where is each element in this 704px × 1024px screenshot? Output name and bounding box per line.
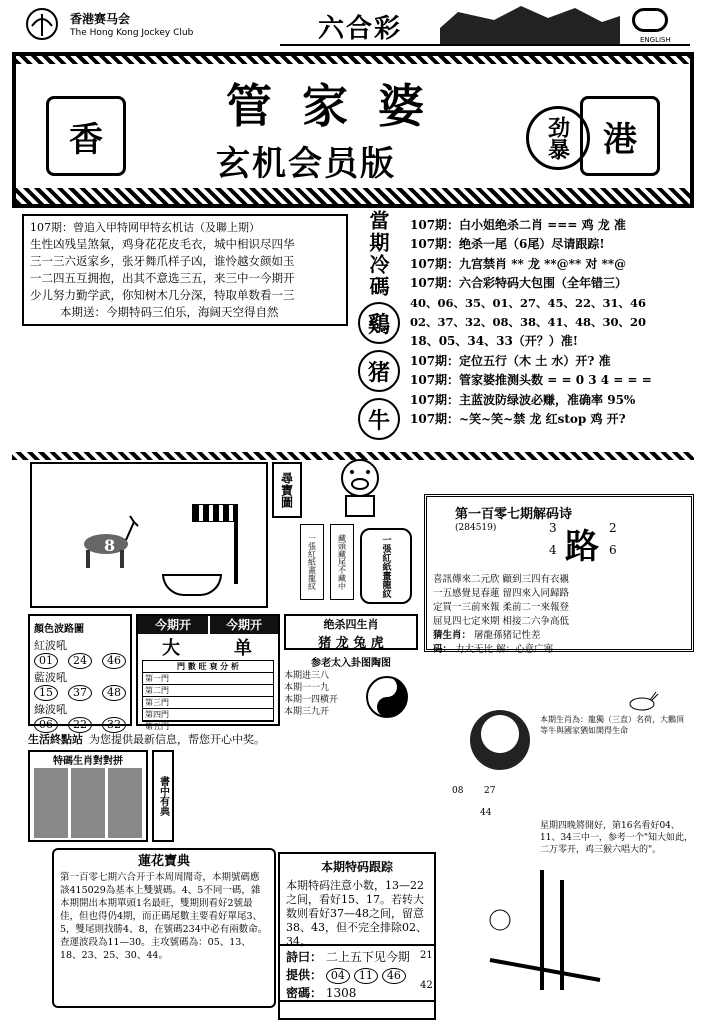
- jueshi-text: 猪 龙 兔 虎: [318, 636, 384, 651]
- taiji-line: 本期一一九: [284, 683, 330, 693]
- banner-lantern-right: [580, 96, 660, 176]
- banner-main-title: 管家婆: [226, 79, 454, 133]
- banner-left-char: 香: [69, 119, 103, 160]
- footer-supply-label: 提供：: [286, 968, 323, 982]
- jiema-title: 第一百零七期解码诗: [455, 507, 573, 522]
- jiema-line: 屈見四七定來期 相接二六争高低: [433, 616, 570, 627]
- prediction-line: 02、37、32、08、38、41、48、30、20: [410, 315, 647, 330]
- wave-ball: 24: [68, 653, 92, 669]
- right-story: [440, 690, 694, 820]
- header: [0, 0, 704, 50]
- cold-animal: 鷄: [358, 302, 400, 344]
- wave-box: [28, 614, 132, 731]
- tema-grid: [34, 768, 144, 838]
- lianhua-text: 第一百零七期六合开于本周周聞奇，本期號碼應該415029為基本上雙號碼。4、5不同一碼，雜本期開出本期單頭1名最旺，雙期則看好2號最佳，但也得仍4期，而正碼尾數主要看好單尾3、5，雙尾則找勝4、8，在號碼234中必有兩數命。查運波段為11—30。主攻號碼為：05、13、18、23、25、30、44。: [60, 872, 268, 961]
- tema-side-text: 書中有典: [157, 776, 169, 816]
- banner-lantern-left: [46, 96, 126, 176]
- pole-icon: [234, 504, 238, 584]
- footer-ball: 46: [382, 968, 406, 984]
- wave-ball: 15: [34, 685, 58, 701]
- single-odd: 单: [234, 638, 252, 659]
- cold-animal: 猪: [358, 350, 400, 392]
- predictions-list: [410, 216, 694, 429]
- flag-icon: [192, 504, 236, 522]
- jiema-ma: [433, 643, 569, 657]
- single-box: [136, 614, 280, 731]
- footer-box: [278, 944, 436, 1020]
- footer-poem-label: 詩曰：: [286, 950, 323, 964]
- taiji-icon: [364, 674, 410, 720]
- tracking-side-b: 42: [420, 980, 433, 991]
- wave-ball: 37: [68, 685, 92, 701]
- right-story-num: 44: [480, 808, 492, 818]
- banner: [12, 52, 694, 208]
- life-banner: [28, 730, 418, 748]
- banner-top-stripe: [16, 56, 690, 64]
- taiji-line: 本期三九开: [284, 707, 330, 717]
- jiema-digit: 2: [609, 521, 617, 535]
- tracking-text: 本期特码注意小数，13—22之间，看好15、17。若转大数则看好37—48之间，留意38、43，但不完全排除02、34。: [286, 879, 427, 948]
- single-big: 大: [162, 638, 180, 659]
- scroll-a: [300, 524, 324, 600]
- scroll-right: [360, 528, 412, 604]
- jiema-ma-text: 力大无比 解：心意广寒: [455, 644, 554, 655]
- single-title-a: 今期开: [138, 616, 208, 634]
- jiema-ma-label: 码：: [433, 644, 453, 655]
- tema-title: 特碼生肖對對拼: [53, 756, 123, 767]
- analysis-row: 第一門: [143, 673, 273, 685]
- logo-circle-icon: [632, 8, 668, 32]
- jiema-lines: [433, 573, 569, 657]
- jiema-sx-label: 猜生肖：: [433, 630, 472, 641]
- tema-side: [152, 750, 174, 842]
- wave-ball: 06: [34, 717, 58, 733]
- scroll-b-text: 藏頭藏尾不藏中: [337, 534, 347, 590]
- lianhua-box: [52, 848, 276, 1008]
- club-name-cn: 香港赛马会: [70, 12, 131, 26]
- cold-column: [352, 210, 406, 450]
- wave-ball: 32: [102, 717, 126, 733]
- wave-ball: 46: [102, 653, 126, 669]
- bottom-right-text: 星期四晚將開好，第16名看好04、11、34三中一，参考一个"知大如此，二万零开，鸡三猴六唱大的"。: [540, 821, 694, 855]
- pig-mascot-icon: [330, 456, 390, 520]
- banner-stamp-text: 劲暴: [544, 116, 571, 160]
- single-title-b: 今期开: [210, 616, 278, 634]
- banner-stamp: [526, 106, 590, 170]
- poem-line: 少儿努力勤学武，你知树木几分深，特取单数看一三: [30, 288, 295, 302]
- poem-line: 三一三六返家乡，张牙舞爪样子凶，谁怜越女颜如玉: [30, 254, 295, 268]
- prediction-line: 107期：主蓝波防绿波必赚，准确率 95%: [410, 392, 636, 407]
- prediction-line: 107期：九宫禁肖 ** 龙 **@** 对 **@: [410, 256, 627, 271]
- scroll-right-text: 一張紅紙畫龍紋: [380, 534, 391, 598]
- footer-code-label: 密碼：: [286, 986, 323, 1000]
- banner-bottom-stripe: [16, 188, 690, 204]
- jiema-line: 一五感覺見春蓮 留四來入同歸路: [433, 588, 570, 599]
- right-story-num: 27: [484, 786, 496, 796]
- bowl-icon: [162, 574, 222, 596]
- footer-poem-text: 二上五下见今期: [325, 950, 410, 964]
- woman-portrait-icon: [470, 710, 530, 770]
- cold-label: 當期冷碼: [366, 210, 390, 298]
- header-rule: [280, 44, 690, 46]
- footer-code: [286, 984, 428, 1002]
- wave-green-label: 綠波吼: [34, 703, 67, 716]
- jiema-code: (284519): [455, 523, 497, 533]
- prediction-line: 107期：定位五行（木 土 水）开? 准: [410, 353, 611, 368]
- footer-ball: 04: [326, 968, 350, 984]
- prediction-line: 107期：六合彩特码大包围（全年错三）: [410, 276, 628, 291]
- right-story-text: 本期生肖為：龍獨（三直）名荷，大鵬頂等牛與國家猶如開得生命: [540, 715, 684, 735]
- banner-subtitle: 玄机会员版: [216, 144, 396, 184]
- jiema-digit: 6: [609, 543, 617, 557]
- wave-ball: 22: [68, 717, 92, 733]
- tracking-title: 本期特码跟踪: [320, 860, 393, 874]
- cold-animal: 牛: [358, 398, 400, 440]
- club-name-en: The Hong Kong Jockey Club: [70, 28, 194, 38]
- taiji-title: 参老太入卦图陶图: [311, 658, 391, 669]
- analysis-row: 第三門: [143, 697, 273, 709]
- prediction-line: 107期：管家婆推测头数 = = 0 3 4 = = =: [410, 373, 652, 388]
- jiema-digit: 3: [549, 521, 557, 535]
- prediction-line: 107期：~笑~笑~禁 龙 红stop 鸡 开?: [410, 412, 626, 427]
- footer-code-text: 1308: [325, 986, 357, 1000]
- jiema-line: 喜訊傳來二元欣 顧到三四有衣襯: [433, 574, 570, 585]
- treasure-label: 尋寶圖: [279, 472, 294, 508]
- jiema-digit: 4: [549, 543, 557, 557]
- bamboo-illustration-icon: [470, 860, 620, 1000]
- wave-blue-label: 藍波吼: [34, 671, 67, 684]
- jiema-line: 定買一三前來報 柔前二一來報登: [433, 602, 570, 613]
- taiji-line: 本期进三八: [284, 671, 330, 681]
- prediction-line: 18、05、34、33（开？）准!: [410, 334, 579, 349]
- horse-icon: [440, 4, 620, 44]
- footer-supply: [286, 966, 428, 984]
- hkjc-logo-icon: [24, 6, 60, 42]
- jiema-big-char: 路: [565, 527, 599, 567]
- jueshi-title: 绝杀四生肖: [323, 618, 379, 631]
- lianhua-title: 蓮花寶典: [137, 854, 190, 869]
- poem-line: 生性凶残呈煞氣，鸡身花花皮毛衣，城中相识尽四华: [30, 237, 295, 251]
- right-story-num: 08: [452, 786, 464, 796]
- taiji-lines: [284, 670, 338, 718]
- wave-ball: 01: [34, 653, 58, 669]
- taiji-line: 本期一四横开: [284, 695, 339, 705]
- rabbit-icon: [620, 690, 660, 712]
- prediction-line: 40、06、35、01、27、45、22、31、46: [410, 295, 647, 310]
- jiema-sx-text: 屠龍孫猪记性差: [474, 630, 541, 641]
- analysis-row: 第四門: [143, 709, 273, 721]
- analysis-title: 門 數 旺 衰 分 析: [143, 661, 273, 673]
- treasure-map: [30, 462, 268, 608]
- taiji-box: [284, 654, 418, 730]
- footer-ball: 11: [354, 968, 378, 984]
- scroll-b: [330, 524, 354, 600]
- tema-box: [28, 750, 148, 842]
- analysis-row: 第二門: [143, 685, 273, 697]
- life-banner-title: 生活終點站: [28, 733, 83, 746]
- poem-line: 一二四五互拥抱，出其不意选三五，来三中一今期开: [30, 271, 295, 285]
- analysis-table: [142, 660, 274, 731]
- jueshi-box: [284, 614, 418, 650]
- analysis-row: 第五門: [145, 722, 169, 731]
- prediction-line: 107期：白小姐绝杀二肖 === 鸡 龙 准: [410, 218, 626, 232]
- jiema-box: [424, 494, 694, 655]
- tracking-side-a: 21: [420, 950, 433, 961]
- page-title: 六合彩: [318, 14, 403, 44]
- banner-right-char: 港: [603, 119, 637, 160]
- wave-red-row: [34, 653, 126, 669]
- life-banner-text: 为您提供最新信息，帮您开心中奖。: [89, 733, 265, 746]
- wave-red-label: 紅波吼: [34, 639, 67, 652]
- prediction-line: 107期：绝杀一尾（6尾）尽请跟踪!: [410, 237, 605, 252]
- wave-title: 顏色波路圖: [34, 624, 84, 635]
- poem-box: [22, 214, 348, 326]
- english-label: ENGLISH: [640, 36, 671, 44]
- jiema-sx: [433, 629, 569, 643]
- wave-ball: 48: [102, 685, 126, 701]
- treasure-label-box: [272, 462, 302, 518]
- poem-line: 107期：曾追入甲特网甲特玄机诂（及聯上期）: [30, 221, 260, 234]
- poem-line: 本期送：今期特码三伯乐，海阔天空得自然: [60, 305, 279, 319]
- scroll-a-text: 一張紅紙畫龍紋: [307, 534, 317, 590]
- footer-poem: [286, 948, 428, 966]
- treasure-number: 8: [104, 536, 116, 555]
- wave-blue-row: [34, 685, 126, 701]
